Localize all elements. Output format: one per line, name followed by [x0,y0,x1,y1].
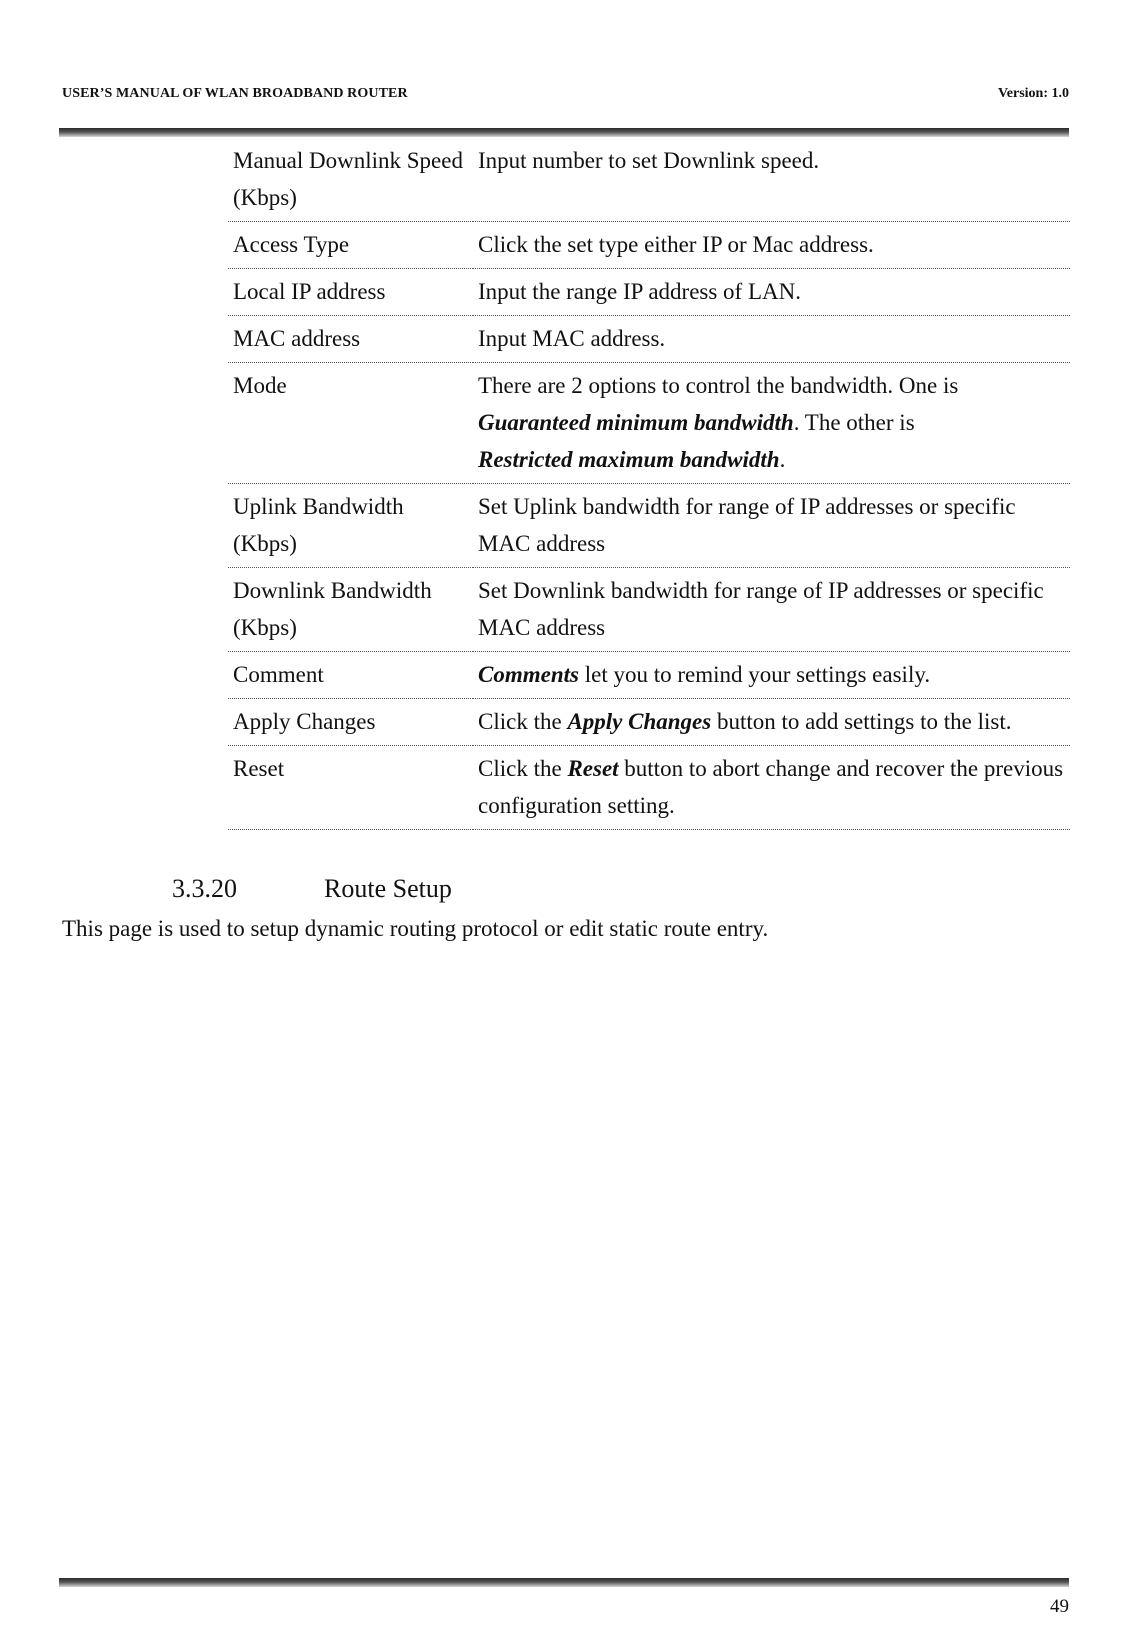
desc-emphasis: Guaranteed minimum bandwidth [478,410,794,435]
table-desc: Set Uplink bandwidth for range of IP addresses or specific MAC address [473,484,1070,568]
table-row [228,568,1070,652]
page-number: 49 [1050,1596,1069,1617]
table-row [228,363,1070,484]
table-term: MAC address [228,316,473,363]
table-row [228,652,1070,699]
desc-text: button to add settings to the list. [711,709,1012,734]
desc-emphasis: Restricted maximum bandwidth [478,447,780,472]
table-row [228,699,1070,746]
section-heading [172,874,452,904]
table-desc: Set Downlink bandwidth for range of IP addresses or specific MAC address [473,568,1070,652]
table-term: Manual Downlink Speed (Kbps) [228,138,473,222]
desc-emphasis: Apply Changes [567,709,712,734]
table-desc [473,652,1070,699]
table-term: Access Type [228,222,473,269]
table-term: Comment [228,652,473,699]
settings-table [228,138,1070,830]
header-version: Version: 1.0 [997,86,1069,101]
table-desc [473,746,1070,830]
table-desc [473,363,1070,484]
desc-text: let you to remind your settings easily. [578,662,931,687]
desc-text: . The other is [793,410,915,435]
table-row [228,484,1070,568]
table-desc: Input MAC address. [473,316,1070,363]
table-row [228,138,1070,222]
desc-emphasis: Comments [478,662,579,687]
desc-text: . [779,447,786,472]
table-term: Mode [228,363,473,484]
desc-emphasis: Reset [567,756,619,781]
table-row [228,222,1070,269]
table-row [228,269,1070,316]
header-rule [59,128,1069,137]
table-desc [473,699,1070,746]
table-row [228,316,1070,363]
section-number: 3.3.20 [172,874,237,903]
table-term: Uplink Bandwidth (Kbps) [228,484,473,568]
table-term: Reset [228,746,473,830]
desc-text: There are 2 options to control the bandwidth. One is [478,373,959,398]
section-intro: This page is used to setup dynamic routing protocol or edit static route entry. [62,916,769,941]
table-term: Apply Changes [228,699,473,746]
desc-text: Click the [478,709,568,734]
desc-text: button to abort change and recover the previous configuration setting. [478,756,1064,818]
table-desc: Input the range IP address of LAN. [473,269,1070,316]
table-term: Local IP address [228,269,473,316]
table-desc: Click the set type either IP or Mac address. [473,222,1070,269]
section-title: Route Setup [324,874,452,903]
header-title: USER’S MANUAL OF WLAN BROADBAND ROUTER [62,86,408,101]
table-desc: Input number to set Downlink speed. [473,138,1070,222]
footer-rule [59,1578,1069,1587]
table-term: Downlink Bandwidth (Kbps) [228,568,473,652]
desc-text: Click the [478,756,568,781]
table-row [228,746,1070,830]
